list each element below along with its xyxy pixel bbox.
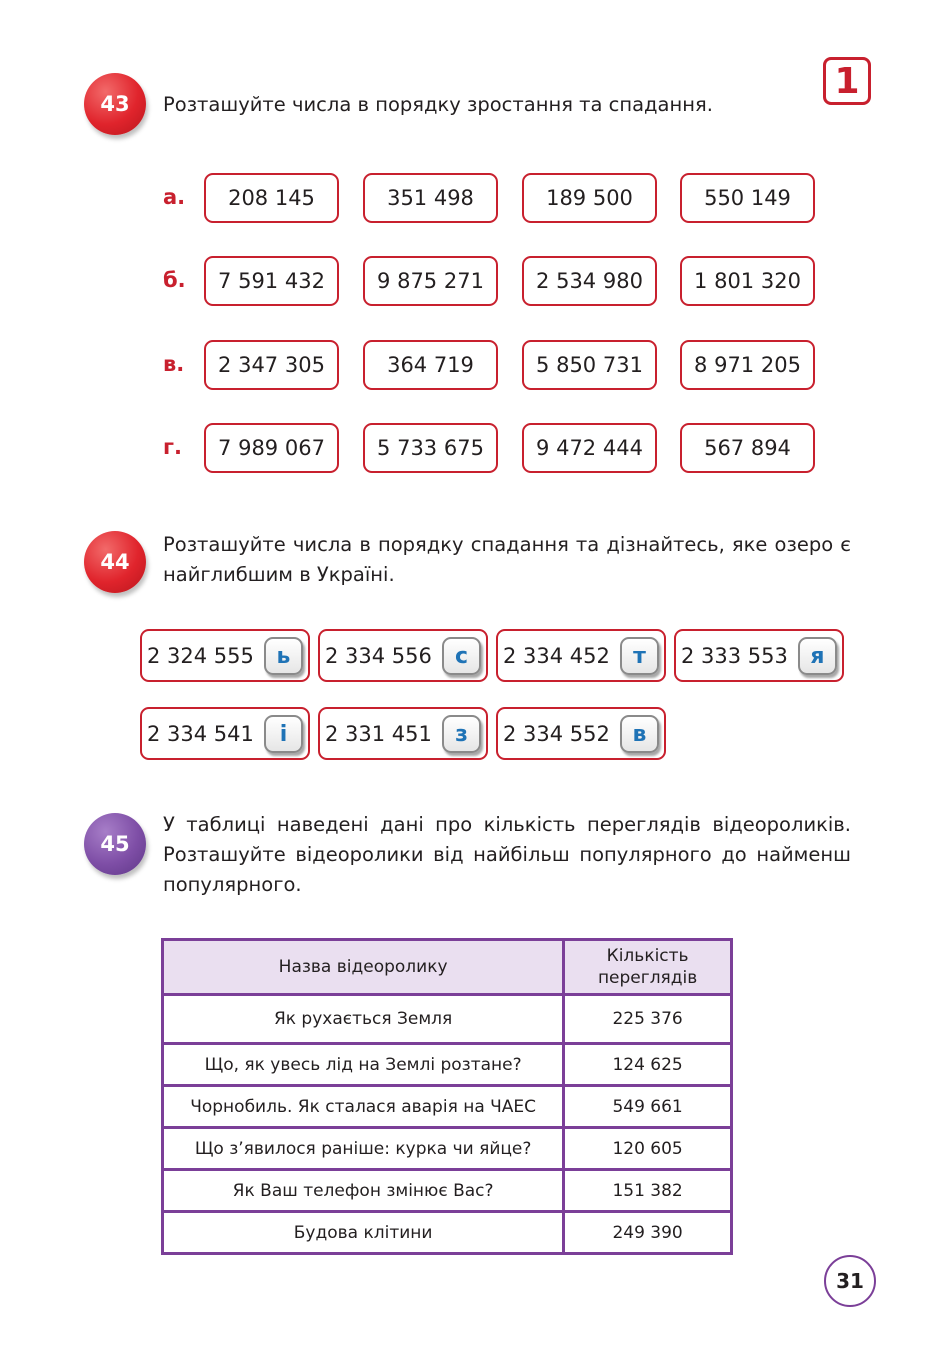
letter-key: т (620, 637, 659, 675)
number-box: 550 149 (680, 173, 815, 223)
video-name-cell: Що, як увесь лід на Землі розтане? (163, 1044, 564, 1086)
lake-letter-card (496, 629, 666, 682)
lake-letter-card (140, 707, 310, 760)
chapter-badge: 1 (823, 57, 871, 105)
video-name-cell: Що з’явилося раніше: курка чи яйце? (163, 1128, 564, 1170)
number-box: 351 498 (363, 173, 498, 223)
lake-letter-card (318, 629, 488, 682)
page-number: 31 (824, 1255, 876, 1307)
number-box: 5 733 675 (363, 423, 498, 473)
table-row (163, 1212, 732, 1254)
letter-key: я (798, 637, 837, 675)
number-box: 2 347 305 (204, 340, 339, 390)
row-label-b: б. (163, 268, 186, 292)
number-box: 7 989 067 (204, 423, 339, 473)
row-label-h: г. (163, 435, 182, 459)
letter-key: в (620, 715, 659, 753)
card-number: 2 331 451 (325, 721, 432, 746)
letter-key: с (442, 637, 481, 675)
number-box: 8 971 205 (680, 340, 815, 390)
letter-key: з (442, 715, 481, 753)
number-box: 208 145 (204, 173, 339, 223)
letter-key: і (264, 715, 303, 753)
task-44-number: 44 (84, 531, 146, 593)
card-number: 2 324 555 (147, 643, 254, 668)
row-label-v: в. (163, 352, 185, 376)
card-number: 2 334 541 (147, 721, 254, 746)
number-box: 5 850 731 (522, 340, 657, 390)
lake-letter-card (140, 629, 310, 682)
video-name-cell: Будова клітини (163, 1212, 564, 1254)
task-43-text: Розташуйте числа в порядку зростання та спадання. (163, 93, 713, 116)
views-cell: 124 625 (564, 1044, 732, 1086)
views-cell: 151 382 (564, 1170, 732, 1212)
card-number: 2 333 553 (681, 643, 788, 668)
number-box: 2 534 980 (522, 256, 657, 306)
task-45-number: 45 (84, 813, 146, 875)
video-name-cell: Як Ваш телефон змінює Вас? (163, 1170, 564, 1212)
number-box: 7 591 432 (204, 256, 339, 306)
letter-key: ь (264, 637, 303, 675)
views-cell: 225 376 (564, 995, 732, 1044)
card-number: 2 334 452 (503, 643, 610, 668)
views-cell: 249 390 (564, 1212, 732, 1254)
number-box: 567 894 (680, 423, 815, 473)
number-box: 1 801 320 (680, 256, 815, 306)
number-box: 364 719 (363, 340, 498, 390)
table-row (163, 1128, 732, 1170)
lake-letter-card (674, 629, 844, 682)
table-header-row (163, 940, 732, 995)
views-cell: 120 605 (564, 1128, 732, 1170)
card-number: 2 334 556 (325, 643, 432, 668)
number-box: 189 500 (522, 173, 657, 223)
row-label-a: а. (163, 185, 186, 209)
number-box: 9 875 271 (363, 256, 498, 306)
card-number: 2 334 552 (503, 721, 610, 746)
table-row (163, 1170, 732, 1212)
task-43-number: 43 (84, 73, 146, 135)
table-row (163, 1086, 732, 1128)
video-views-table (161, 938, 733, 1255)
header-video-name: Назва відеоролику (163, 940, 564, 995)
lake-letter-card (496, 707, 666, 760)
views-cell: 549 661 (564, 1086, 732, 1128)
table-row (163, 995, 732, 1044)
lake-letter-card (318, 707, 488, 760)
table-row (163, 1044, 732, 1086)
video-name-cell: Чорнобиль. Як сталася аварія на ЧАЕС (163, 1086, 564, 1128)
task-45-text: У таблиці наведені дані про кількість переглядів відеороликів. Розташуйте відеоролики від найбільш популярного до найменш популярного. (163, 813, 851, 896)
number-box: 9 472 444 (522, 423, 657, 473)
video-name-cell: Як рухається Земля (163, 995, 564, 1044)
header-views: Кількість переглядів (564, 940, 732, 995)
task-44-text: Розташуйте числа в порядку спадання та дізнайтесь, яке озеро є найглибшим в Україні. (163, 533, 851, 586)
